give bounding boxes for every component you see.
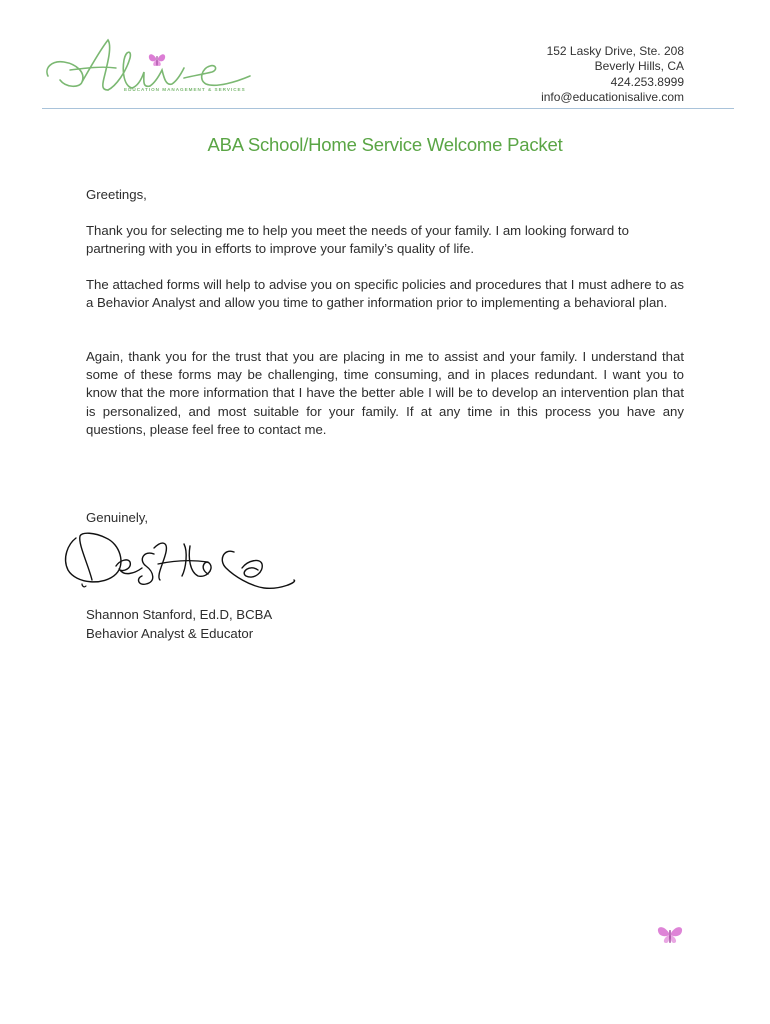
signer-name: Shannon Stanford, Ed.D, BCBA [86, 607, 273, 622]
logo-tagline: EDUCATION MANAGEMENT & SERVICES [124, 87, 246, 92]
paragraph-forms: The attached forms will help to advise you on specific policies and procedures that I must adhere to as a Behavior Analyst and allow you time to gather information prior to implementing a behavioral plan. [86, 277, 684, 311]
handwritten-signature [58, 524, 302, 606]
header-divider [42, 108, 734, 109]
butterfly-icon [656, 925, 684, 945]
signature-icon [58, 524, 302, 606]
address-city: Beverly Hills, CA [594, 59, 684, 74]
alive-logo [42, 32, 260, 100]
letter-title: ABA School/Home Service Welcome Packet [207, 134, 563, 155]
contact-address [541, 44, 684, 106]
signer-title: Behavior Analyst & Educator [86, 625, 254, 641]
phone-number: 424.253.8999 [610, 74, 684, 89]
address-street: 152 Lasky Drive, Ste. 208 [546, 44, 684, 58]
greeting: Greetings, [86, 187, 147, 202]
paragraph-thanks: Again, thank you for the trust that you are placing in me to assist and your family. I understand that some of these forms may be challenging, time consuming, and in places redundant. I want you to know that the more information that I have the better able I will be to develop an intervention plan that is personalized, and most suitable for your family. If at any time in this process you have any questions, please feel free to contact me. [86, 349, 684, 437]
signer-block [86, 606, 272, 643]
closing: Genuinely, [86, 510, 149, 525]
paragraph-intro: Thank you for selecting me to help you meet the needs of your family. I am looking forward to partnering with you in efforts to improve your family’s quality of life. [86, 223, 629, 257]
email-address[interactable]: info@educationisalive.com [541, 90, 684, 105]
